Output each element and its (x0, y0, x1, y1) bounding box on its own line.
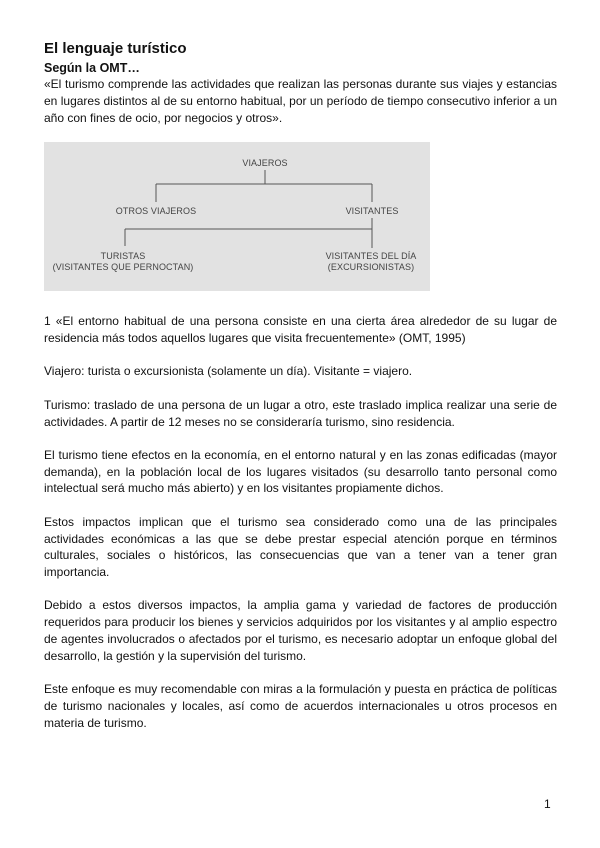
label-turistas (48, 251, 198, 273)
label-otros-viajeros: OTROS VIAJEROS (115, 206, 197, 217)
paragraph-politicas: Este enfoque es muy recomendable con miras a la formulación y puesta en práctica de políticas de turismo nacionales y locales, así como de acuerdos internacionales u otros procesos en materia de turismo. (44, 682, 557, 730)
label-viajeros: VIAJEROS (242, 158, 288, 169)
label-visitantes-dia-title: VISITANTES DEL DÍA (325, 251, 417, 262)
omt-definition: «El turismo comprende las actividades que realizan las personas durante sus viajes y estancias en lugares distintos al de su entorno habitual, por un período de tiempo consecutivo inferior a un año con fines de ocio, por negocios y otros». (44, 77, 557, 125)
paragraph-footnote: 1 «El entorno habitual de una persona consiste en una cierta área alrededor de su lugar de residencia más todos aquellos lugares que visita frecuentemente» (OMT, 1995) (44, 314, 557, 346)
page-number: 1 (544, 797, 551, 811)
label-visitantes-dia (312, 251, 430, 273)
paragraph-turismo: Turismo: traslado de una persona de un lugar a otro, este traslado implica realizar una serie de actividades. A partir de 12 meses no se consideraría turismo, sino residencia. (44, 397, 557, 429)
label-turistas-sub: (VISITANTES QUE PERNOCTAN) (52, 262, 194, 273)
paragraph-enfoque-global: Debido a estos diversos impactos, la amplia gama y variedad de factores de producción requeridos para producir los bienes y servicios adquiridos por los visitantes y al amplio espectro de agentes involucrados o afectados por el turismo, es necesario adoptar un enfoque global del desarrollo, la gestión y la supervisión del turismo. (44, 598, 557, 663)
document-page (44, 40, 557, 732)
label-turistas-title: TURISTAS (100, 251, 146, 262)
travelers-diagram (44, 142, 430, 291)
paragraph-impactos: Estos impactos implican que el turismo sea considerado como una de las principales actividades económicas a las que se debe prestar especial atención porque en términos culturales, sociales o históricos, las consecuencias que van a tener van a tener gran importancia. (44, 514, 557, 580)
label-visitantes-dia-sub: (EXCURSIONISTAS) (327, 262, 415, 273)
paragraph-viajero: Viajero: turista o excursionista (solamente un día). Visitante = viajero. (44, 364, 413, 379)
document-title: El lenguaje turístico (44, 40, 187, 57)
paragraph-efectos: El turismo tiene efectos en la economía, en el entorno natural y en las zonas edificadas (mayor demanda), en la población local de los lugares visitados (su desarrollo tanto personal como intelectual será mucho más abierto) y en los visitantes propiamente dichos. (44, 447, 557, 496)
document-subtitle: Según la OMT… (44, 61, 140, 75)
label-visitantes: VISITANTES (345, 206, 399, 217)
